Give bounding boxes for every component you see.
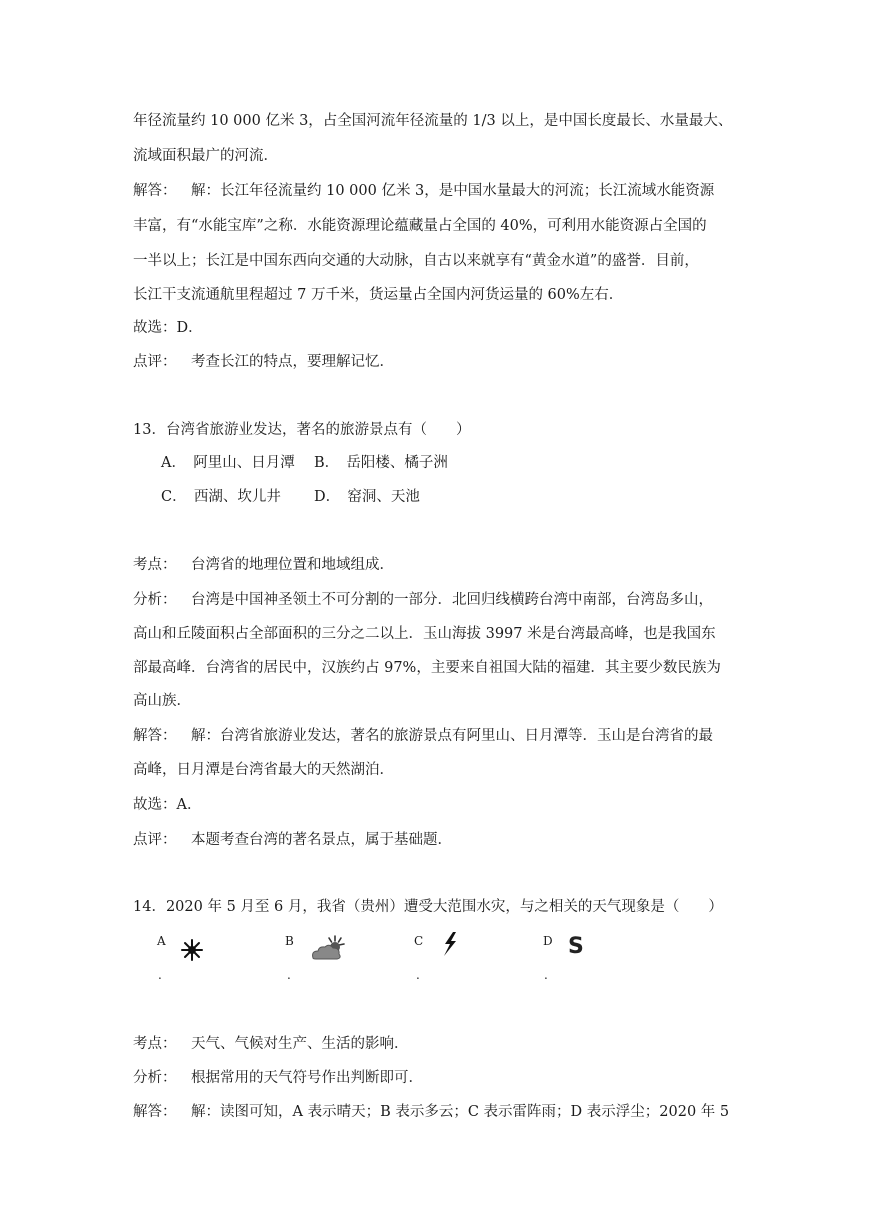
q13-option-a: A． 阿里山、日月潭 bbox=[161, 455, 295, 471]
fenxi-label: 分析： bbox=[133, 592, 177, 608]
q14-option-b-letter: B bbox=[285, 934, 294, 948]
comment-text: 考查长江的特点，要理解记忆． bbox=[191, 354, 394, 370]
q12-answer-line: 一半以上；长江是中国东西向交通的大动脉，自古以来就享有“黄金水道”的盛誉．目前， bbox=[133, 253, 699, 269]
q12-answer-line bbox=[133, 181, 714, 201]
q14-option-d-dot: . bbox=[544, 968, 548, 982]
q14-kaodian-line bbox=[133, 1034, 409, 1054]
q13-kaodian-line bbox=[133, 555, 394, 575]
q14-option-a-letter: A bbox=[157, 934, 166, 948]
q14-option-a-dot: . bbox=[158, 968, 162, 982]
q14-stem: 14．2020 年 5 月至 6 月，我省（贵州）遭受大范围水灾，与之相关的天气现象是（ ） bbox=[133, 899, 723, 915]
floating-dust-icon: S bbox=[568, 934, 584, 959]
q13-option-d: D． 窑洞、天池 bbox=[314, 489, 420, 505]
q13-choice: 故选：A． bbox=[133, 797, 202, 813]
q14-option-c-letter: C bbox=[414, 934, 424, 948]
q13-option-b: B． 岳阳楼、橘子洲 bbox=[314, 455, 448, 471]
comment-text: 本题考查台湾的著名景点，属于基础题． bbox=[191, 832, 452, 848]
answer-label: 解答： bbox=[133, 183, 177, 199]
q12-choice: 故选：D． bbox=[133, 320, 203, 336]
comment-label: 点评： bbox=[133, 832, 177, 848]
q13-jieda-line: 高峰，日月潭是台湾省最大的天然湖泊． bbox=[133, 762, 394, 778]
partly-cloudy-icon bbox=[308, 934, 348, 962]
jieda-label: 解答： bbox=[133, 1104, 177, 1120]
jieda-text: 解：读图可知，A 表示晴天；B 表示多云；C 表示雷阵雨；D 表示浮尘；2020 年 5 bbox=[191, 1104, 730, 1120]
jieda-label: 解答： bbox=[133, 728, 177, 744]
answer-text: 解：长江年径流量约 10 000 亿米 3，是中国水量最大的河流；长江流域水能资源 bbox=[191, 183, 715, 199]
sunny-icon bbox=[179, 937, 205, 963]
q13-stem: 13．台湾省旅游业发达，著名的旅游景点有（ ） bbox=[133, 422, 471, 438]
q14-fenxi-line bbox=[133, 1068, 423, 1088]
q12-answer-line: 长江干支流通航里程超过 7 万千米，货运量占全国内河货运量的 60%左右． bbox=[133, 287, 624, 303]
q14-option-c-dot: . bbox=[416, 968, 420, 982]
kaodian-label: 考点： bbox=[133, 557, 177, 573]
fenxi-text: 根据常用的天气符号作出判断即可． bbox=[191, 1070, 423, 1086]
q13-fenxi-line: 高山和丘陵面积占全部面积的三分之二以上．玉山海拔 3997 米是台湾最高峰，也是我国东 bbox=[133, 626, 716, 642]
q13-jieda-line bbox=[133, 726, 713, 746]
kaodian-label: 考点： bbox=[133, 1036, 177, 1052]
q13-comment-line bbox=[133, 830, 452, 850]
q14-option-d-letter: D bbox=[543, 934, 553, 948]
q12-text-line: 年径流量约 10 000 亿米 3，占全国河流年径流量的 1/3 以上，是中国长度最长、水量最大、 bbox=[133, 113, 733, 129]
q13-option-c: C． 西湖、坎儿井 bbox=[161, 489, 281, 505]
q13-fenxi-line: 高山族． bbox=[133, 693, 191, 709]
q12-comment-line bbox=[133, 352, 394, 372]
fenxi-text: 台湾是中国神圣领土不可分割的一部分．北回归线横跨台湾中南部，台湾岛多山， bbox=[191, 592, 713, 608]
thunderstorm-icon bbox=[441, 931, 459, 957]
kaodian-text: 天气、气候对生产、生活的影响． bbox=[191, 1036, 409, 1052]
q14-jieda-line bbox=[133, 1102, 729, 1122]
jieda-text: 解：台湾省旅游业发达，著名的旅游景点有阿里山、日月潭等．玉山是台湾省的最 bbox=[191, 728, 713, 744]
comment-label: 点评： bbox=[133, 354, 177, 370]
q14-option-b-dot: . bbox=[287, 968, 291, 982]
q13-fenxi-line: 部最高峰．台湾省的居民中，汉族约占 97%，主要来自祖国大陆的福建．其主要少数民族为 bbox=[133, 660, 721, 676]
fenxi-label: 分析： bbox=[133, 1070, 177, 1086]
q12-text-line: 流域面积最广的河流． bbox=[133, 148, 278, 164]
q12-answer-line: 丰富，有“水能宝库”之称．水能资源理论蕴藏量占全国的 40%，可利用水能资源占全国的 bbox=[133, 218, 707, 234]
q13-fenxi-line bbox=[133, 590, 713, 610]
kaodian-text: 台湾省的地理位置和地域组成． bbox=[191, 557, 394, 573]
